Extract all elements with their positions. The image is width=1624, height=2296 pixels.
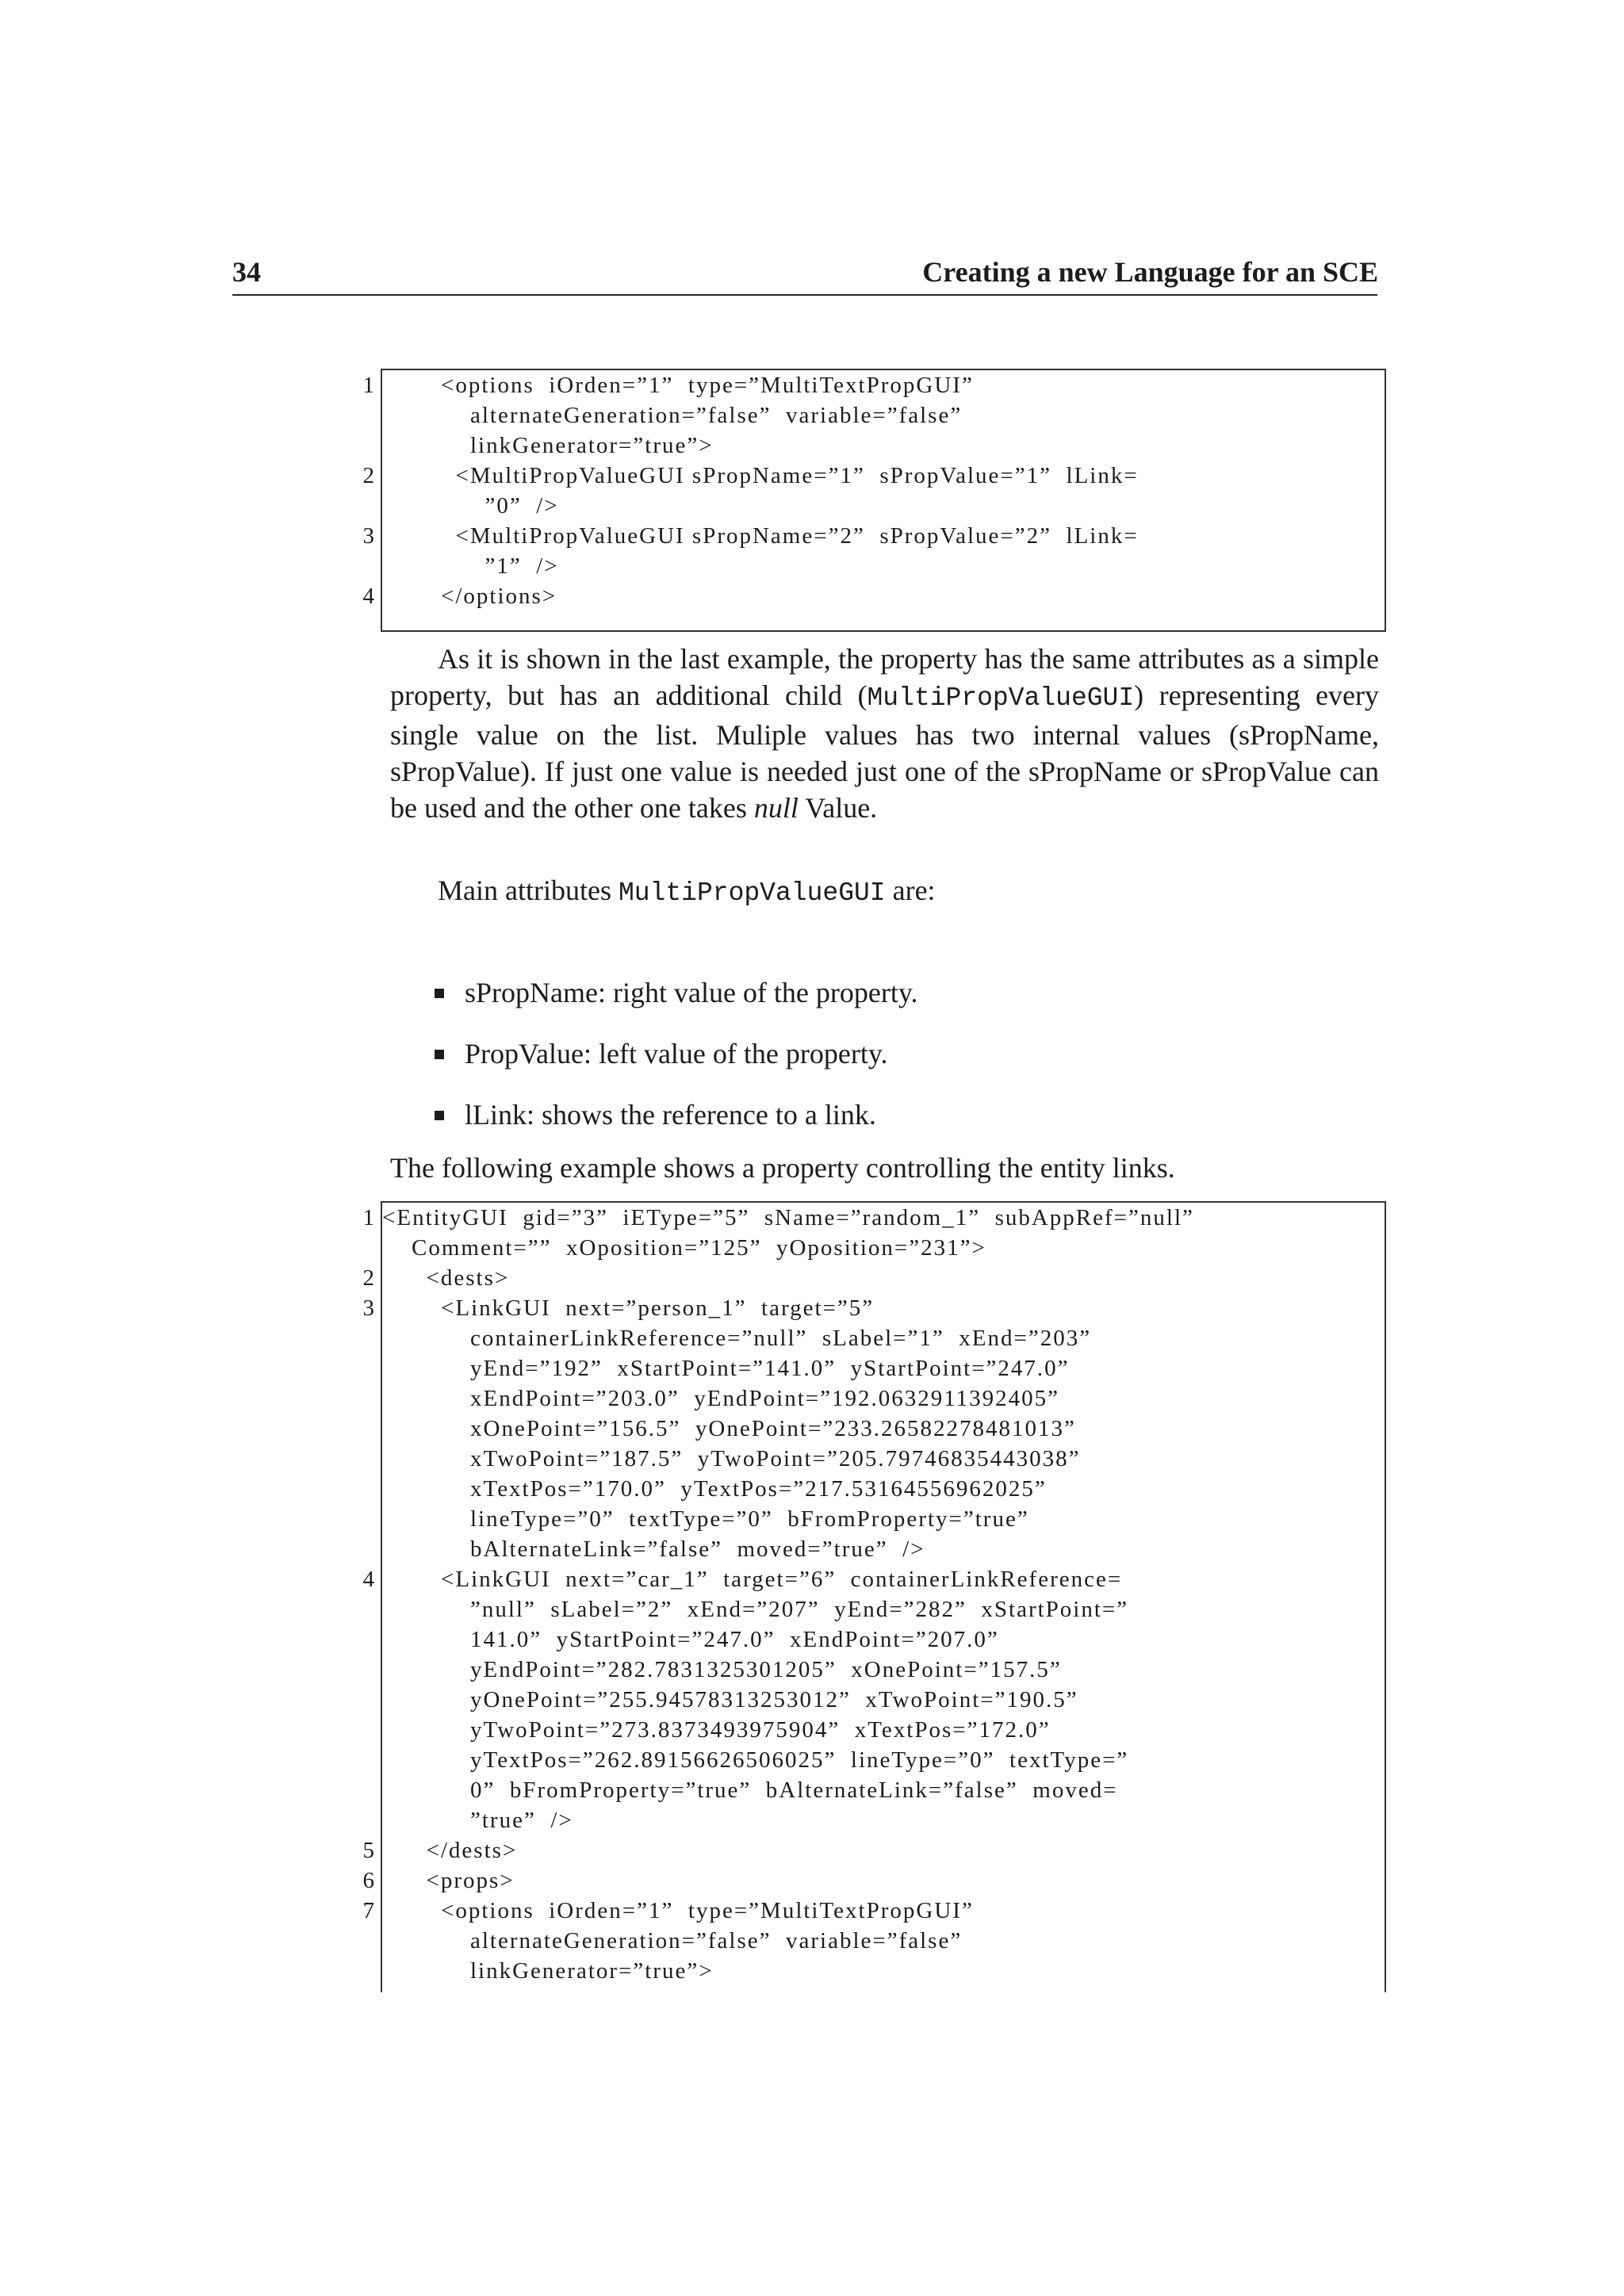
paragraph-text: Main attributes: [438, 874, 619, 906]
code-line: [362, 1564, 1385, 1835]
code-line: [362, 461, 1385, 521]
list-item-text: lLink: shows the reference to a link.: [465, 1099, 876, 1131]
code-line: [362, 1293, 1385, 1564]
code-line: [362, 370, 1385, 461]
line-number: 4: [362, 584, 374, 609]
bullet-marker: [435, 1111, 444, 1120]
code-line: [362, 1835, 1385, 1866]
bullet-marker: [435, 1050, 444, 1059]
list-item: [435, 1096, 918, 1133]
header-rule: [232, 294, 1377, 296]
code-text: <props>: [382, 1868, 515, 1893]
list-item: [435, 1035, 918, 1072]
line-number: 7: [362, 1898, 374, 1923]
bullet-marker: [435, 989, 444, 998]
line-number: 4: [362, 1567, 374, 1592]
line-number: 3: [362, 523, 374, 549]
line-number: 1: [362, 1205, 374, 1230]
line-number: 2: [362, 1265, 374, 1291]
code-line: [362, 1896, 1385, 1986]
inline-code: MultiPropValueGUI: [867, 683, 1135, 713]
line-number: 3: [362, 1295, 374, 1321]
paragraph-text: As it is shown in the last example, the property has the same attributes as a simple property, but has an additional child (: [390, 643, 1379, 711]
code-text: <LinkGUI next=”car_1” target=”6” containerLinkReference= ”null” sLabel=”2” xEnd=”207” yEnd=”282” xStartPoint=” 141.0” yStartPoint=”247.0” xEndPoint=”207.0” yEndPoint=”282.7831325301205” xOnePoint=”157.5” yOnePoint=”255.94578313253012” xTwoPoint=”190.5” yTwoPoint=”273.8373493975904” xTextPos=”172.0” yTextPos=”262.89156626506025” lineType=”0” textType=” 0” bFromProperty=”true” bAlternateLink=”false” moved= ”true” />: [441, 1567, 1129, 1833]
code-text: <MultiPropValueGUI sPropName=”2” sPropValue=”2” lLink= ”1” />: [455, 523, 1139, 579]
page-number: 34: [232, 256, 261, 288]
code-text: <MultiPropValueGUI sPropName=”1” sPropValue=”1” lLink= ”0” />: [455, 463, 1139, 519]
attributes-intro: [390, 872, 1379, 912]
code-listing-1: [362, 369, 1386, 632]
paragraph-text: are:: [885, 874, 936, 906]
line-number: 6: [362, 1868, 374, 1893]
code-line: [362, 1866, 1385, 1896]
code-listing-2: [362, 1201, 1386, 1992]
running-title: Creating a new Language for an SCE: [922, 256, 1378, 288]
body-paragraph: [390, 641, 1379, 826]
code-text: <options iOrden=”1” type=”MultiTextPropGUI” alternateGeneration=”false” variable=”false” linkGenerator=”true”>: [441, 373, 974, 458]
code-text: <dests>: [382, 1265, 510, 1291]
attribute-list: [435, 974, 918, 1158]
list-item-text: sPropName: right value of the property.: [465, 977, 918, 1008]
code-line: [362, 1203, 1385, 1263]
example-intro: The following example shows a property controlling the entity links.: [390, 1152, 1175, 1184]
emphasis-text: null: [753, 792, 799, 824]
code-text: <LinkGUI next=”person_1” target=”5” containerLinkReference=”null” sLabel=”1” xEnd=”203” yEnd=”192” xStartPoint=”141.0” yStartPoint=”247.0” xEndPoint=”203.0” yEndPoint=”192.0632911392405” xOnePoint=”156.5” yOnePoint=”233.26582278481013” xTwoPoint=”187.5” yTwoPoint=”205.79746835443038” xTextPos=”170.0” yTextPos=”217.53164556962025” lineType=”0” textType=”0” bFromProperty=”true” bAlternateLink=”false” moved=”true” />: [441, 1295, 1092, 1562]
code-line: [362, 521, 1385, 581]
line-number: 2: [362, 463, 374, 488]
code-text: <options iOrden=”1” type=”MultiTextPropGUI” alternateGeneration=”false” variable=”false” linkGenerator=”true”>: [441, 1898, 974, 1984]
line-number: 1: [362, 373, 374, 398]
list-item: [435, 974, 918, 1011]
code-text: </options>: [382, 584, 557, 609]
code-text: <EntityGUI gid=”3” iEType=”5” sName=”random_1” subAppRef=”null” Comment=”” xOposition=”125” yOposition=”231”>: [382, 1205, 1194, 1261]
code-text: </dests>: [382, 1838, 518, 1863]
paragraph-text: Value.: [798, 792, 878, 824]
list-item-text: PropValue: left value of the property.: [465, 1038, 888, 1070]
code-line: [362, 581, 1385, 611]
paragraph-text: ) representing every single value on the list. Muliple values has two internal values (sPropName, sPropValue). If just one value is needed just one of the sPropName or sPropValue can be used and the other one takes: [390, 679, 1380, 824]
inline-code: MultiPropValueGUI: [618, 878, 886, 908]
code-line: [362, 1263, 1385, 1293]
line-number: 5: [362, 1838, 374, 1863]
